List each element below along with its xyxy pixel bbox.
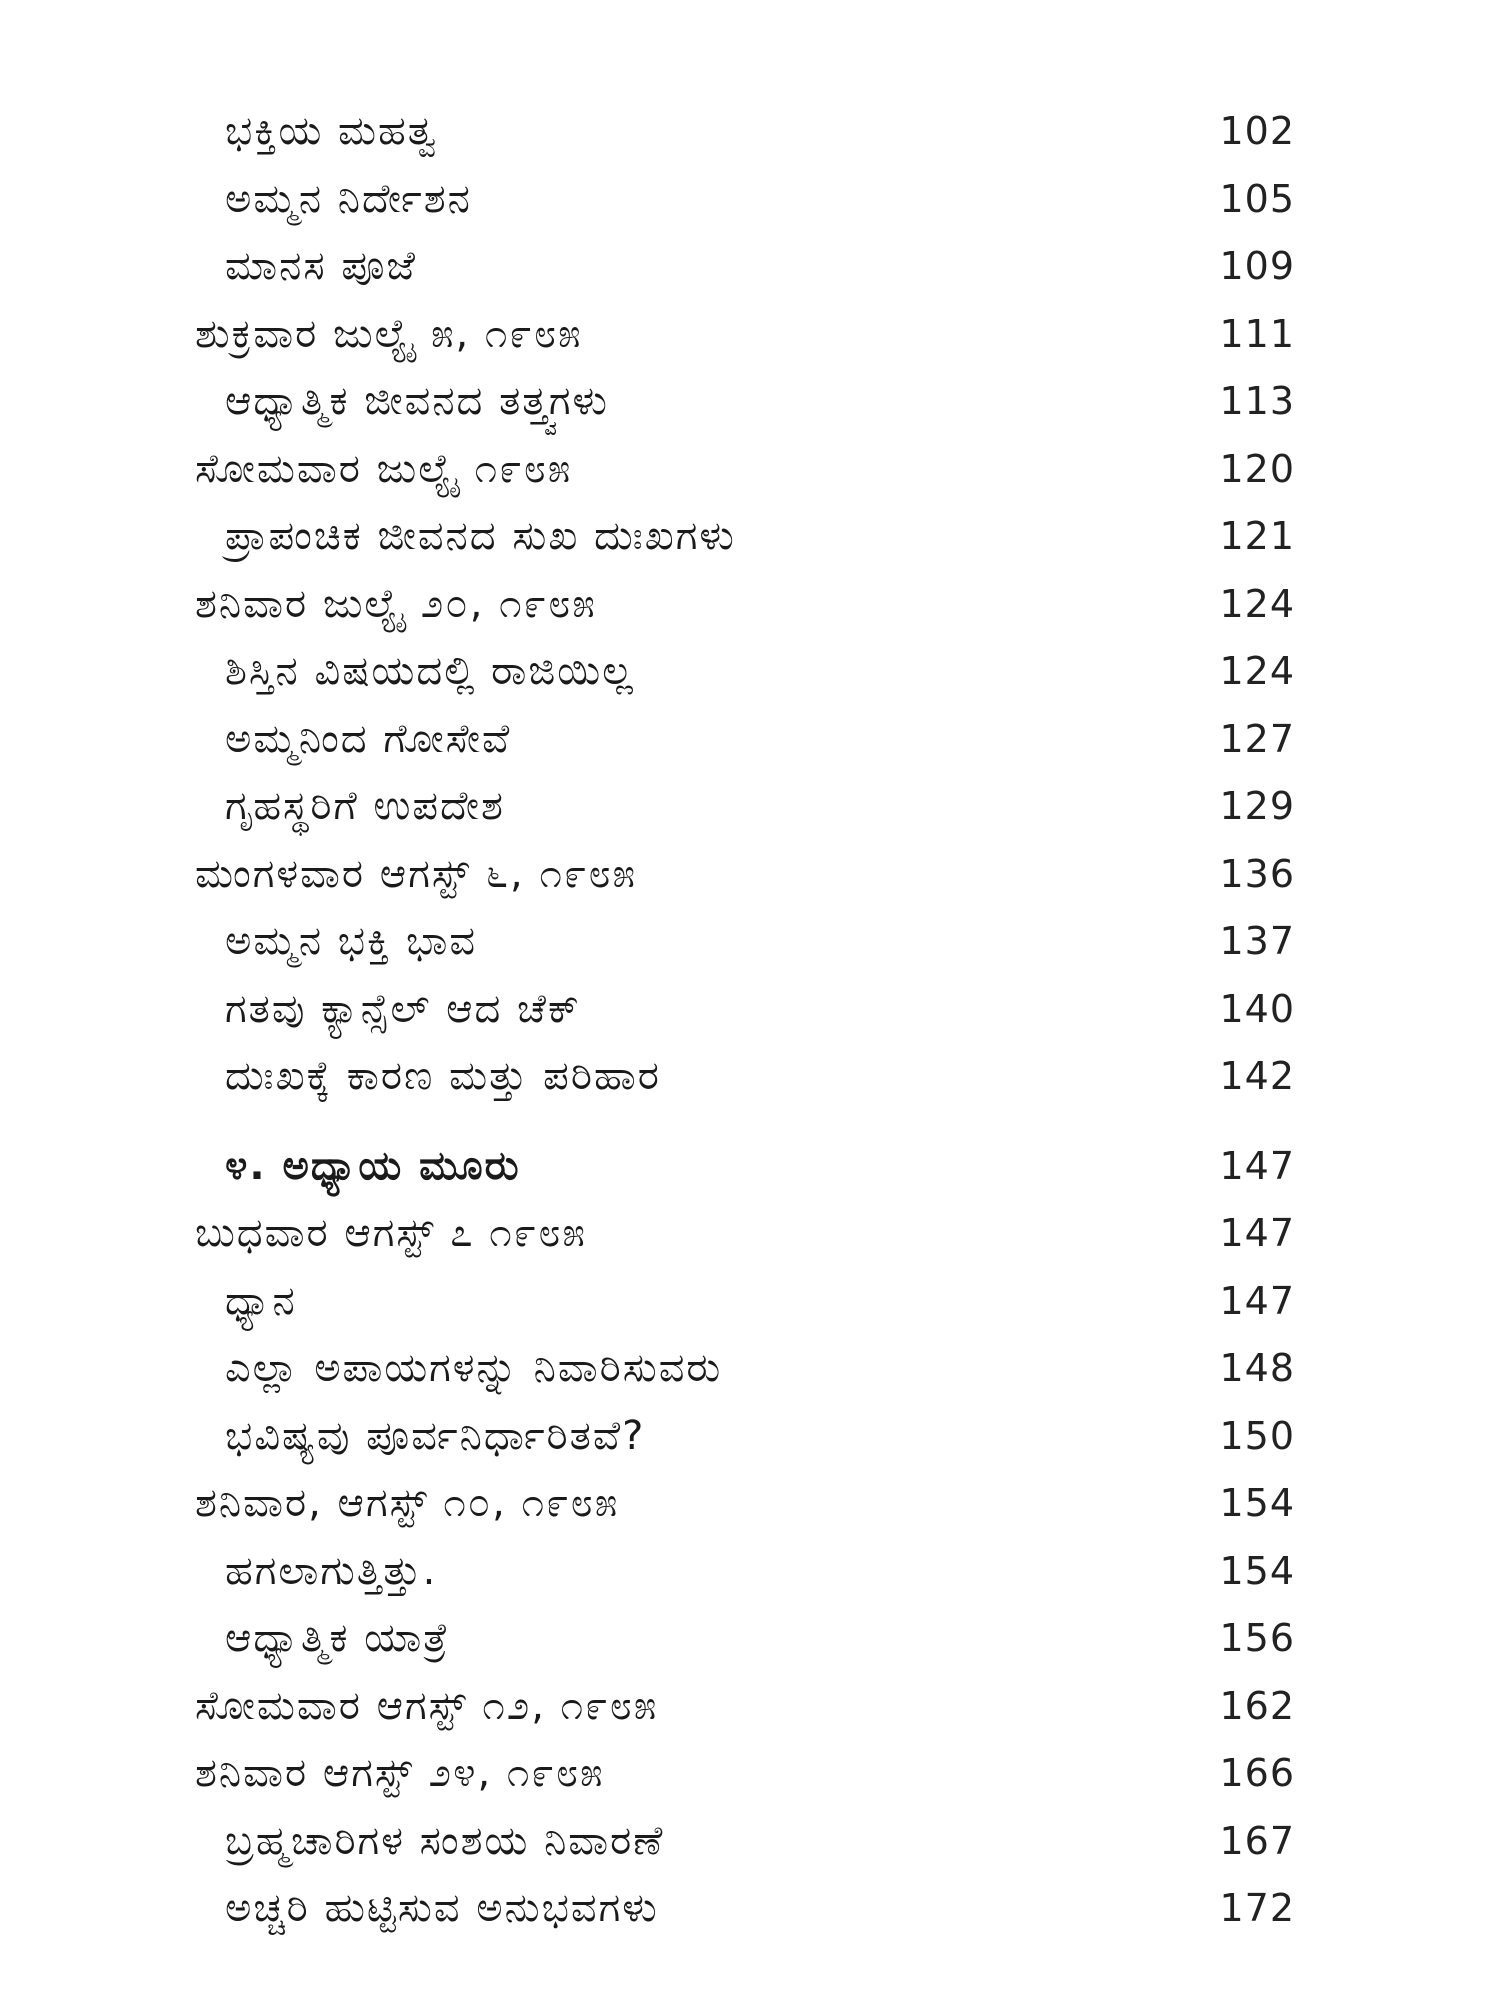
toc-entry-title: ಹಗಲಾಗುತ್ತಿತ್ತು. xyxy=(225,1547,438,1594)
toc-page-number: 142 xyxy=(1219,1054,1295,1098)
toc-row xyxy=(195,908,1295,976)
toc-row xyxy=(195,1335,1295,1403)
toc-row xyxy=(195,1268,1295,1336)
toc-row xyxy=(195,1808,1295,1876)
toc-row xyxy=(195,1605,1295,1673)
toc-entry-title: ದುಃಖಕ್ಕೆ ಕಾರಣ ಮತ್ತು ಪರಿಹಾರ xyxy=(225,1053,661,1099)
toc-entry-title: ಭವಿಷ್ಯವು ಪೂರ್ವನಿರ್ಧಾರಿತವೆ? xyxy=(225,1412,646,1459)
toc-row xyxy=(195,1538,1295,1606)
toc-date-row xyxy=(195,571,1295,639)
toc-date-row xyxy=(195,436,1295,504)
toc-entry-title: ಬ್ರಹ್ಮಚಾರಿಗಳ ಸಂಶಯ ನಿವಾರಣೆ xyxy=(225,1817,665,1864)
toc-entry-title: ಶುಕ್ರವಾರ ಜುಲ್ಯೈ ೫, ೧೯೮೫ xyxy=(195,310,583,357)
toc-row xyxy=(195,706,1295,774)
toc-page-number: 148 xyxy=(1219,1346,1295,1390)
toc-row xyxy=(195,503,1295,571)
toc-page-number: 136 xyxy=(1219,851,1295,896)
toc-page-number: 166 xyxy=(1219,1751,1295,1795)
toc-row xyxy=(195,976,1295,1044)
toc-page-number: 167 xyxy=(1219,1818,1295,1863)
toc-page-number: 137 xyxy=(1219,919,1295,963)
toc-entry-title: ಅಮ್ಮನಿಂದ ಗೋಸೇವೆ xyxy=(225,715,512,762)
toc-date-row xyxy=(195,301,1295,369)
toc-entry-title: ಅಮ್ಮನ ಭಕ್ತಿ ಭಾವ xyxy=(225,918,478,964)
toc-entry-title: ಪ್ರಾಪಂಚಿಕ ಜೀವನದ ಸುಖ ದುಃಖಗಳು xyxy=(225,513,736,559)
toc-row xyxy=(195,166,1295,234)
toc-date-row xyxy=(195,1470,1295,1538)
toc-entry-title: ಶನಿವಾರ ಜುಲ್ಯೈ ೨೦, ೧೯೮೫ xyxy=(195,580,597,627)
toc-entry-title: ಸೋಮವಾರ ಜುಲ್ಯೈ ೧೯೮೫ xyxy=(195,445,573,492)
toc-entry-title: ಬುಧವಾರ ಆಗಸ್ಟ್ ೭ ೧೯೮೫ xyxy=(195,1210,587,1256)
toc-row xyxy=(195,1403,1295,1471)
toc-row xyxy=(195,1875,1295,1943)
toc-entry-title: ಆಧ್ಯಾತ್ಮಿಕ ಜೀವನದ ತತ್ತ್ವಗಳು xyxy=(225,378,609,424)
toc-entry-title: ಶನಿವಾರ, ಆಗಸ್ಟ್ ೧೦, ೧೯೮೫ xyxy=(195,1480,620,1526)
toc-entry-title: ಮಾನಸ ಪೂಜೆ xyxy=(225,243,417,289)
toc-page-number: 140 xyxy=(1219,986,1295,1031)
toc-entry-title: ಗೃಹಸ್ಥರಿಗೆ ಉಪದೇಶ xyxy=(225,783,505,829)
toc-entry-title: ಎಲ್ಲಾ ಅಪಾಯಗಳನ್ನು ನಿವಾರಿಸುವರು xyxy=(225,1345,723,1391)
toc-page-number: 102 xyxy=(1219,109,1295,153)
toc-page-number: 109 xyxy=(1219,244,1295,288)
toc-date-row xyxy=(195,1200,1295,1268)
toc-entry-title: ಸೋಮವಾರ ಆಗಸ್ಟ್ ೧೨, ೧೯೮೫ xyxy=(195,1682,659,1729)
toc-page-number: 156 xyxy=(1219,1616,1295,1660)
toc-entry-title: ಗತವು ಕ್ಯಾನ್ಸೆಲ್ ಆದ ಚೆಕ್ xyxy=(225,985,581,1032)
toc-row xyxy=(195,773,1295,841)
toc-date-row xyxy=(195,1740,1295,1808)
toc-page-number: 147 xyxy=(1219,1143,1295,1188)
toc-page-number: 127 xyxy=(1219,716,1295,761)
toc-page-number: 150 xyxy=(1219,1413,1295,1458)
table-of-contents xyxy=(195,98,1295,1943)
toc-row xyxy=(195,233,1295,301)
toc-page-number: 162 xyxy=(1219,1683,1295,1728)
toc-page-number: 172 xyxy=(1219,1886,1295,1930)
toc-page-number: 129 xyxy=(1219,784,1295,828)
toc-entry-title: ಅಮ್ಮನ ನಿರ್ದೇಶನ xyxy=(225,175,472,222)
toc-entry-title: ಭಕ್ತಿಯ ಮಹತ್ವ xyxy=(225,108,439,154)
toc-chapter-row xyxy=(195,1133,1295,1201)
toc-date-row xyxy=(195,1673,1295,1741)
toc-row xyxy=(195,1043,1295,1111)
toc-page-number: 105 xyxy=(1219,176,1295,221)
toc-entry-title: ಮಂಗಳವಾರ ಆಗಸ್ಟ್ ೬, ೧೯೮೫ xyxy=(195,850,638,897)
toc-entry-title: ಧ್ಯಾನ xyxy=(225,1277,297,1324)
toc-entry-title: ಶಿಸ್ತಿನ ವಿಷಯದಲ್ಲಿ ರಾಜಿಯಿಲ್ಲ xyxy=(225,648,635,694)
toc-page-number: 113 xyxy=(1219,379,1295,423)
toc-page-number: 154 xyxy=(1219,1548,1295,1593)
toc-date-row xyxy=(195,841,1295,909)
toc-entry-title: ಆಧ್ಯಾತ್ಮಿಕ ಯಾತ್ರೆ xyxy=(225,1615,450,1661)
toc-page-number: 111 xyxy=(1219,311,1295,356)
toc-row xyxy=(195,368,1295,436)
toc-entry-title: ಅಚ್ಚರಿ ಹುಟ್ಟಿಸುವ ಅನುಭವಗಳು xyxy=(225,1885,659,1931)
toc-entry-title: ಶನಿವಾರ ಆಗಸ್ಟ್ ೨೪, ೧೯೮೫ xyxy=(195,1750,605,1796)
toc-page-number: 120 xyxy=(1219,446,1295,491)
toc-row xyxy=(195,98,1295,166)
toc-page-number: 124 xyxy=(1219,581,1295,626)
toc-page-number: 147 xyxy=(1219,1211,1295,1255)
toc-page-number: 121 xyxy=(1219,514,1295,558)
toc-page-number: 154 xyxy=(1219,1481,1295,1525)
toc-page-number: 147 xyxy=(1219,1278,1295,1323)
toc-entry-title: ೪. ಅಧ್ಯಾಯ ಮೂರು xyxy=(225,1142,521,1189)
toc-page-number: 124 xyxy=(1219,649,1295,693)
toc-row xyxy=(195,638,1295,706)
